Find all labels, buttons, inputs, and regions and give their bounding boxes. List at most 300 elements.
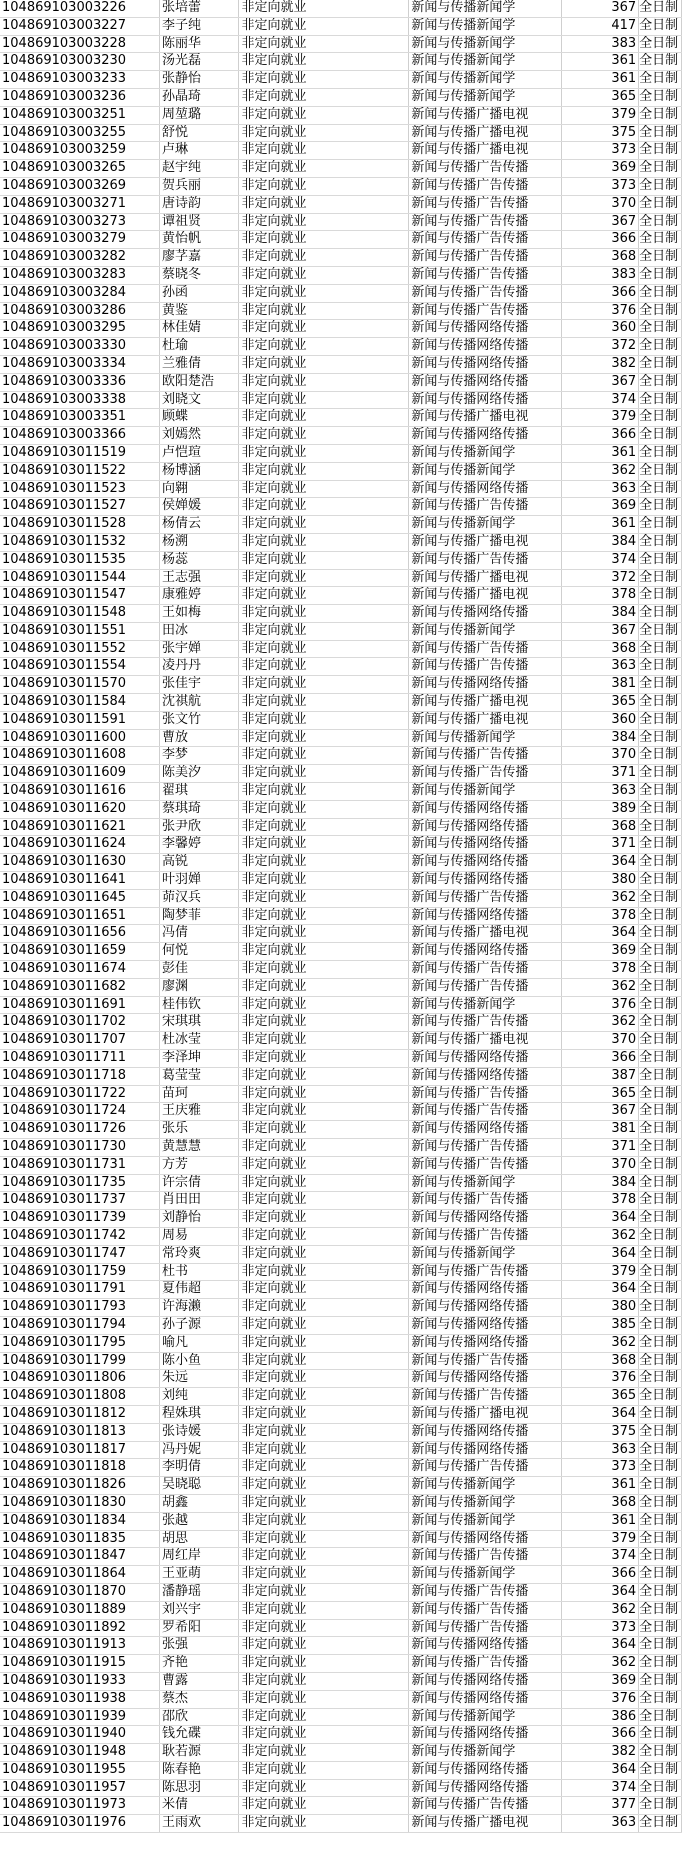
study-mode-cell [639,765,682,783]
name-cell: 张尹欣 [160,818,239,836]
table-row [0,35,682,53]
name-cell: 张乐 [160,1121,239,1139]
study-mode-cell [639,676,682,694]
study-mode-cell [639,444,682,462]
exam-id-cell: 104869103011552 [0,640,160,658]
score-cell: 368 [562,818,639,836]
exam-id-cell: 104869103011938 [0,1690,160,1708]
study-mode-cell [639,1655,682,1673]
major-cell: 新闻与传播网络传播 [409,1210,562,1228]
score-cell: 386 [562,1708,639,1726]
major-cell: 新闻与传播广告传播 [409,1548,562,1566]
study-mode-text: 全日制 [639,907,679,923]
major-cell: 新闻与传播网络传播 [409,1316,562,1334]
study-mode-text: 全日制 [639,729,679,745]
major-cell: 新闻与传播网络传播 [409,1423,562,1441]
score-cell: 370 [562,747,639,765]
major-cell: 新闻与传播网络传播 [409,943,562,961]
score-cell: 364 [562,1245,639,1263]
enrollment-type-cell: 非定向就业 [239,569,409,587]
score-cell: 368 [562,640,639,658]
enrollment-type-cell: 非定向就业 [239,872,409,890]
major-cell: 新闻与传播新闻学 [409,71,562,89]
study-mode-cell [639,266,682,284]
study-mode-text: 全日制 [639,53,679,69]
exam-id-cell: 104869103011794 [0,1316,160,1334]
exam-id-cell: 104869103011817 [0,1441,160,1459]
enrollment-type-cell: 非定向就业 [239,1637,409,1655]
major-cell: 新闻与传播新闻学 [409,1512,562,1530]
study-mode-cell [639,551,682,569]
major-cell: 新闻与传播网络传播 [409,1530,562,1548]
study-mode-cell [639,1227,682,1245]
exam-id-cell: 104869103003284 [0,284,160,302]
study-mode-cell [639,1299,682,1317]
exam-id-cell: 104869103011616 [0,783,160,801]
major-cell: 新闻与传播网络传播 [409,338,562,356]
exam-id-cell: 104869103003282 [0,249,160,267]
enrollment-type-cell: 非定向就业 [239,1512,409,1530]
table-row [0,1174,682,1192]
score-cell: 363 [562,1815,639,1833]
study-mode-cell [639,1637,682,1655]
exam-id-cell: 104869103011813 [0,1423,160,1441]
exam-id-cell: 104869103003286 [0,302,160,320]
major-cell: 新闻与传播新闻学 [409,444,562,462]
exam-id-cell: 104869103011570 [0,676,160,694]
table-row [0,516,682,534]
name-cell: 钱允碟 [160,1726,239,1744]
name-cell: 张宇婵 [160,640,239,658]
study-mode-cell [639,1512,682,1530]
major-cell: 新闻与传播网络传播 [409,854,562,872]
table-row [0,747,682,765]
score-cell: 361 [562,71,639,89]
score-cell: 363 [562,658,639,676]
enrollment-type-cell: 非定向就业 [239,747,409,765]
score-cell: 384 [562,605,639,623]
enrollment-type-cell: 非定向就业 [239,1655,409,1673]
table-row [0,1014,682,1032]
major-cell: 新闻与传播网络传播 [409,1050,562,1068]
study-mode-text: 全日制 [639,765,679,781]
major-cell: 新闻与传播广告传播 [409,658,562,676]
study-mode-cell [639,1316,682,1334]
table-row [0,978,682,996]
score-cell: 382 [562,355,639,373]
study-mode-cell [639,1815,682,1833]
study-mode-cell [639,249,682,267]
exam-id-cell: 104869103003283 [0,266,160,284]
study-mode-cell [639,1477,682,1495]
exam-id-cell: 104869103011940 [0,1726,160,1744]
table-row [0,1601,682,1619]
score-cell: 387 [562,1067,639,1085]
exam-id-cell: 104869103011818 [0,1459,160,1477]
table-row [0,943,682,961]
name-cell: 叶羽婵 [160,872,239,890]
table-row [0,1281,682,1299]
table-row [0,480,682,498]
table-row [0,783,682,801]
study-mode-cell [639,1245,682,1263]
score-cell: 368 [562,1494,639,1512]
study-mode-cell [639,1174,682,1192]
study-mode-cell [639,1352,682,1370]
enrollment-type-cell: 非定向就业 [239,213,409,231]
exam-id-cell: 104869103011656 [0,925,160,943]
enrollment-type-cell: 非定向就业 [239,1139,409,1157]
score-cell: 363 [562,783,639,801]
major-cell: 新闻与传播新闻学 [409,1494,562,1512]
major-cell: 新闻与传播广告传播 [409,978,562,996]
score-cell: 373 [562,177,639,195]
exam-id-cell: 104869103011707 [0,1032,160,1050]
exam-id-cell: 104869103003295 [0,320,160,338]
enrollment-type-cell: 非定向就业 [239,533,409,551]
exam-id-cell: 104869103011806 [0,1370,160,1388]
exam-id-cell: 104869103003336 [0,373,160,391]
name-cell: 方芳 [160,1156,239,1174]
study-mode-cell [639,498,682,516]
study-mode-text: 全日制 [639,1583,679,1599]
name-cell: 张越 [160,1512,239,1530]
major-cell: 新闻与传播广告传播 [409,1263,562,1281]
score-cell: 366 [562,1726,639,1744]
exam-id-cell: 104869103011973 [0,1797,160,1815]
enrollment-type-cell: 非定向就业 [239,480,409,498]
name-cell: 陈思羽 [160,1779,239,1797]
exam-id-cell: 104869103003366 [0,427,160,445]
major-cell: 新闻与传播广播电视 [409,711,562,729]
exam-id-cell: 104869103011620 [0,800,160,818]
table-row [0,1708,682,1726]
score-cell: 380 [562,872,639,890]
study-mode-cell [639,889,682,907]
score-cell: 361 [562,1512,639,1530]
name-cell: 刘兴宇 [160,1601,239,1619]
study-mode-text: 全日制 [639,1744,679,1760]
table-row [0,1690,682,1708]
major-cell: 新闻与传播广告传播 [409,1797,562,1815]
name-cell: 卢琳 [160,142,239,160]
study-mode-cell [639,1334,682,1352]
enrollment-type-cell: 非定向就业 [239,1744,409,1762]
enrollment-type-cell: 非定向就业 [239,889,409,907]
study-mode-cell [639,1014,682,1032]
enrollment-type-cell: 非定向就业 [239,605,409,623]
table-row [0,889,682,907]
major-cell: 新闻与传播广告传播 [409,1388,562,1406]
name-cell: 杨溯 [160,533,239,551]
name-cell: 欧阳楚浩 [160,373,239,391]
name-cell: 邵欣 [160,1708,239,1726]
score-cell: 364 [562,1281,639,1299]
table-row [0,1726,682,1744]
study-mode-text: 全日制 [639,516,679,532]
score-cell: 365 [562,1388,639,1406]
score-cell: 367 [562,1103,639,1121]
table-row [0,694,682,712]
enrollment-type-cell: 非定向就业 [239,658,409,676]
score-cell: 378 [562,907,639,925]
table-row [0,1405,682,1423]
study-mode-cell [639,106,682,124]
enrollment-type-cell: 非定向就业 [239,996,409,1014]
table-row [0,1797,682,1815]
exam-id-cell: 104869103011812 [0,1405,160,1423]
table-row [0,444,682,462]
major-cell: 新闻与传播广播电视 [409,1405,562,1423]
table-row [0,1227,682,1245]
study-mode-cell [639,907,682,925]
score-cell: 370 [562,195,639,213]
name-cell: 孙晶琦 [160,88,239,106]
name-cell: 喻凡 [160,1334,239,1352]
study-mode-text: 全日制 [639,1655,679,1671]
major-cell: 新闻与传播广告传播 [409,1601,562,1619]
study-mode-text: 全日制 [639,1708,679,1724]
enrollment-type-cell: 非定向就业 [239,1548,409,1566]
major-cell: 新闻与传播广播电视 [409,1815,562,1833]
name-cell: 林佳婧 [160,320,239,338]
enrollment-type-cell: 非定向就业 [239,1423,409,1441]
score-cell: 375 [562,124,639,142]
exam-id-cell: 104869103011915 [0,1655,160,1673]
study-mode-cell [639,355,682,373]
study-mode-text: 全日制 [639,978,679,994]
study-mode-cell [639,1085,682,1103]
score-cell: 374 [562,1548,639,1566]
major-cell: 新闻与传播网络传播 [409,320,562,338]
study-mode-cell [639,854,682,872]
exam-id-cell: 104869103011659 [0,943,160,961]
study-mode-text: 全日制 [639,1032,679,1048]
enrollment-type-cell: 非定向就业 [239,1530,409,1548]
study-mode-text: 全日制 [639,213,679,229]
study-mode-cell [639,1405,682,1423]
score-cell: 379 [562,409,639,427]
study-mode-cell [639,1032,682,1050]
table-row [0,1299,682,1317]
name-cell: 蔡杰 [160,1690,239,1708]
study-mode-cell [639,1210,682,1228]
score-cell: 381 [562,1121,639,1139]
table-row [0,1352,682,1370]
table-row [0,53,682,71]
name-cell: 罗希阳 [160,1619,239,1637]
major-cell: 新闻与传播新闻学 [409,1245,562,1263]
name-cell: 蔡琪琦 [160,800,239,818]
name-cell: 张强 [160,1637,239,1655]
enrollment-type-cell: 非定向就业 [239,302,409,320]
score-cell: 383 [562,266,639,284]
study-mode-text: 全日制 [639,1405,679,1421]
table-row [0,711,682,729]
major-cell: 新闻与传播新闻学 [409,0,562,17]
name-cell: 米倩 [160,1797,239,1815]
score-cell: 377 [562,1797,639,1815]
major-cell: 新闻与传播网络传播 [409,1672,562,1690]
enrollment-type-cell: 非定向就业 [239,1174,409,1192]
score-cell: 363 [562,1441,639,1459]
exam-id-cell: 104869103011742 [0,1227,160,1245]
study-mode-cell [639,1459,682,1477]
exam-id-cell: 104869103011955 [0,1761,160,1779]
major-cell: 新闻与传播广播电视 [409,106,562,124]
name-cell: 王雨欢 [160,1815,239,1833]
major-cell: 新闻与传播网络传播 [409,907,562,925]
exam-id-cell: 104869103003228 [0,35,160,53]
name-cell: 冯丹妮 [160,1441,239,1459]
score-cell: 384 [562,533,639,551]
score-cell: 385 [562,1316,639,1334]
score-cell: 365 [562,694,639,712]
study-mode-text: 全日制 [639,533,679,549]
major-cell: 新闻与传播新闻学 [409,1174,562,1192]
score-cell: 379 [562,1263,639,1281]
study-mode-text: 全日制 [639,498,679,514]
name-cell: 张文竹 [160,711,239,729]
exam-id-cell: 104869103011830 [0,1494,160,1512]
study-mode-cell [639,694,682,712]
table-row [0,569,682,587]
table-row [0,1566,682,1584]
score-cell: 417 [562,17,639,35]
major-cell: 新闻与传播广告传播 [409,266,562,284]
study-mode-cell [639,231,682,249]
study-mode-text: 全日制 [639,1815,679,1831]
study-mode-cell [639,17,682,35]
major-cell: 新闻与传播广告传播 [409,961,562,979]
enrollment-type-cell: 非定向就业 [239,284,409,302]
table-row [0,640,682,658]
score-cell: 371 [562,1139,639,1157]
study-mode-text: 全日制 [639,266,679,282]
score-cell: 366 [562,284,639,302]
enrollment-type-cell: 非定向就业 [239,1334,409,1352]
table-row [0,622,682,640]
study-mode-text: 全日制 [639,1316,679,1332]
table-row [0,160,682,178]
table-row [0,961,682,979]
exam-id-cell: 104869103011889 [0,1601,160,1619]
score-cell: 364 [562,854,639,872]
study-mode-text: 全日制 [639,711,679,727]
enrollment-type-cell: 非定向就业 [239,142,409,160]
enrollment-type-cell: 非定向就业 [239,35,409,53]
study-mode-cell [639,409,682,427]
score-cell: 361 [562,1477,639,1495]
table-row [0,498,682,516]
exam-id-cell: 104869103011641 [0,872,160,890]
score-cell: 367 [562,0,639,17]
exam-id-cell: 104869103003273 [0,213,160,231]
score-cell: 365 [562,88,639,106]
table-row [0,71,682,89]
study-mode-text: 全日制 [639,605,679,621]
study-mode-text: 全日制 [639,925,679,941]
major-cell: 新闻与传播新闻学 [409,1744,562,1762]
table-row [0,0,682,17]
name-cell: 廖渊 [160,978,239,996]
name-cell: 耿若源 [160,1744,239,1762]
major-cell: 新闻与传播广告传播 [409,640,562,658]
score-cell: 379 [562,106,639,124]
major-cell: 新闻与传播广告传播 [409,498,562,516]
enrollment-type-cell: 非定向就业 [239,177,409,195]
study-mode-cell [639,961,682,979]
name-cell: 孙函 [160,284,239,302]
exam-id-cell: 104869103003269 [0,177,160,195]
score-cell: 366 [562,1566,639,1584]
study-mode-cell [639,1139,682,1157]
enrollment-type-cell: 非定向就业 [239,444,409,462]
score-cell: 364 [562,1583,639,1601]
major-cell: 新闻与传播广告传播 [409,1227,562,1245]
study-mode-cell [639,1708,682,1726]
enrollment-type-cell: 非定向就业 [239,17,409,35]
name-cell: 廖芓嘉 [160,249,239,267]
table-row [0,925,682,943]
table-row [0,1423,682,1441]
study-mode-text: 全日制 [639,1210,679,1226]
name-cell: 桂伟钦 [160,996,239,1014]
exam-id-cell: 104869103011544 [0,569,160,587]
table-row [0,88,682,106]
exam-id-cell: 104869103003227 [0,17,160,35]
name-cell: 许海濑 [160,1299,239,1317]
score-cell: 361 [562,516,639,534]
study-mode-text: 全日制 [639,1139,679,1154]
exam-id-cell: 104869103003330 [0,338,160,356]
enrollment-type-cell: 非定向就业 [239,516,409,534]
score-cell: 389 [562,800,639,818]
study-mode-cell [639,1672,682,1690]
major-cell: 新闻与传播广告传播 [409,1156,562,1174]
score-cell: 370 [562,1032,639,1050]
table-row [0,1744,682,1762]
exam-id-cell: 104869103003255 [0,124,160,142]
enrollment-type-cell: 非定向就业 [239,498,409,516]
name-cell: 刘晓文 [160,391,239,409]
name-cell: 彭佳 [160,961,239,979]
major-cell: 新闻与传播广告传播 [409,1192,562,1210]
study-mode-text: 全日制 [639,622,679,638]
major-cell: 新闻与传播新闻学 [409,729,562,747]
major-cell: 新闻与传播广告传播 [409,195,562,213]
score-cell: 372 [562,569,639,587]
exam-id-cell: 104869103011527 [0,498,160,516]
table-row [0,676,682,694]
name-cell: 卢恺瑄 [160,444,239,462]
table-row [0,373,682,391]
enrollment-type-cell: 非定向就业 [239,320,409,338]
score-cell: 373 [562,142,639,160]
study-mode-cell [639,462,682,480]
enrollment-type-cell: 非定向就业 [239,551,409,569]
study-mode-cell [639,71,682,89]
study-mode-cell [639,213,682,231]
enrollment-type-cell: 非定向就业 [239,1014,409,1032]
major-cell: 新闻与传播网络传播 [409,818,562,836]
enrollment-type-cell: 非定向就业 [239,711,409,729]
table-row [0,1619,682,1637]
exam-id-cell: 104869103011759 [0,1263,160,1281]
score-cell: 371 [562,836,639,854]
exam-id-cell: 104869103011608 [0,747,160,765]
name-cell: 吴晓聪 [160,1477,239,1495]
